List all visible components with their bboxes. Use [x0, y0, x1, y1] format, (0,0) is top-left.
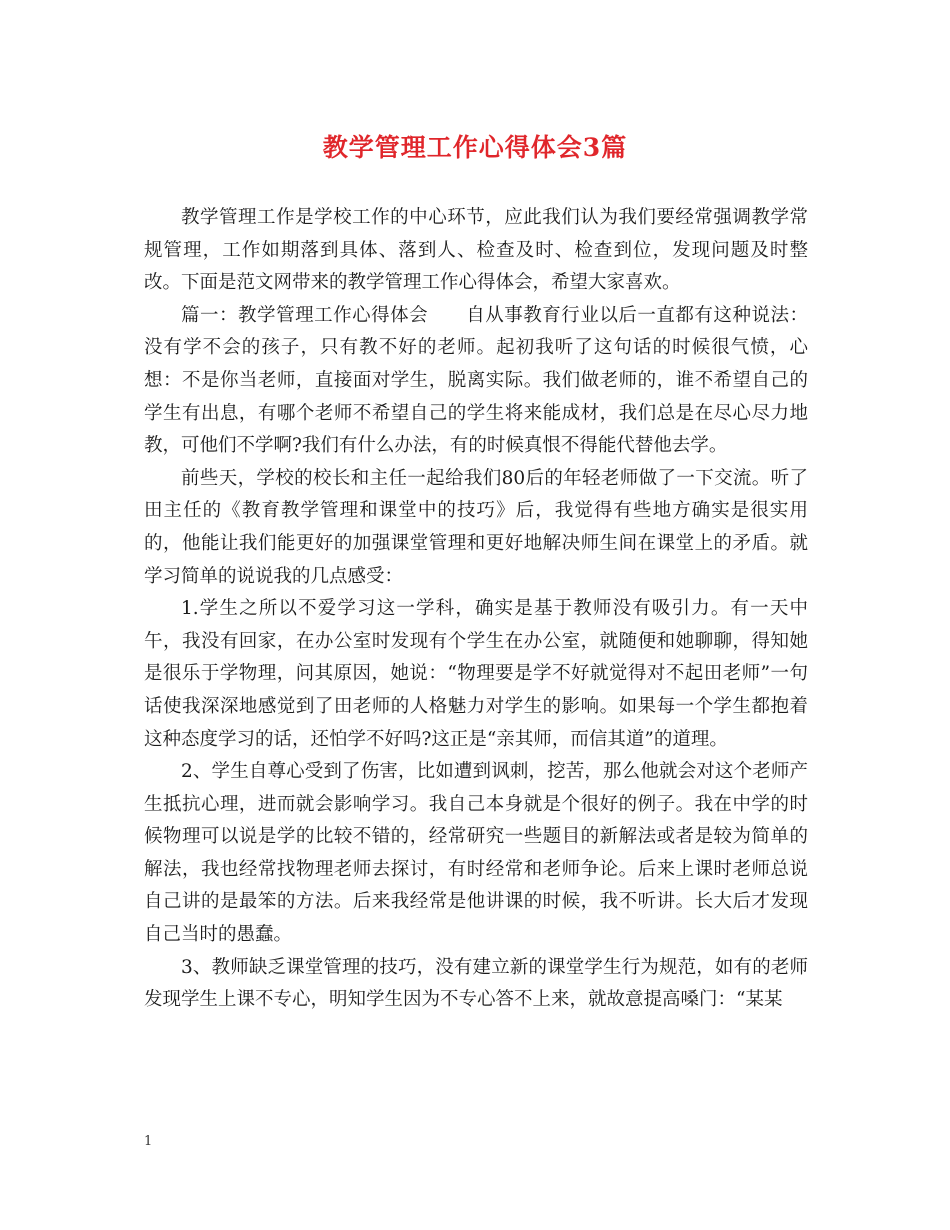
page-number: 1 — [144, 1134, 153, 1149]
paragraph-point-1: 1.学生之所以不爱学习这一学科，确实是基于教师没有吸引力。有一天中午，我没有回家，在办公室时发现有个学生在办公室，就随便和她聊聊，得知她是很乐于学物理，问其原因，她说：“物理要是学不好就觉得对不起田老师”一句话使我深深地感觉到了田老师的人格魅力对学生的影响。如果每一个学生都抱着这种态度学习的话，还怕学不好吗?这正是“亲其师，而信其道”的道理。 — [144, 598, 808, 750]
paragraph-exchange: 前些天，学校的校长和主任一起给我们80后的年轻老师做了一下交流。听了田主任的《教育教学管理和课堂中的技巧》后，我觉得有些地方确实是很实用的，他能让我们能更好的加强课堂管理和更好地解决师生间在课堂上的矛盾。就学习简单的说说我的几点感受： — [144, 467, 808, 587]
document-title: 教学管理工作心得体会3篇 — [322, 133, 628, 162]
document-body — [144, 202, 808, 1017]
paragraph-intro: 教学管理工作是学校工作的中心环节，应此我们认为我们要经常强调教学常规管理，工作如期落到具体、落到人、检查及时、检查到位，发现问题及时整改。下面是范文网带来的教学管理工作心得体会，希望大家喜欢。 — [144, 207, 808, 294]
paragraph-point-2: 2、学生自尊心受到了伤害，比如遭到讽刺，挖苦，那么他就会对这个老师产生抵抗心理，进而就会影响学习。我自己本身就是个很好的例子。我在中学的时候物理可以说是学的比较不错的，经常研究一些题目的新解法或者是较为简单的解法，我也经常找物理老师去探讨，有时经常和老师争论。后来上课时老师总说自己讲的是最笨的方法。后来我经常是他讲课的时候，我不听讲。长大后才发现自己当时的愚蠢。 — [144, 761, 808, 946]
paragraph-point-3: 3、教师缺乏课堂管理的技巧，没有建立新的课堂学生行为规范，如有的老师发现学生上课不专心，明知学生因为不专心答不上来，就故意提高嗓门：“某某 — [144, 956, 808, 1011]
paragraph-part-one: 篇一：教学管理工作心得体会 自从事教育行业以后一直都有这种说法：没有学不会的孩子，只有教不好的老师。起初我听了这句话的时候很气愤，心想：不是你当老师，直接面对学生，脱离实际。我们做老师的，谁不希望自己的学生有出息，有哪个老师不希望自己的学生将来能成材，我们总是在尽心尽力地教，可他们不学啊?我们有什么办法，有的时候真恨不得能代替他去学。 — [144, 304, 808, 457]
